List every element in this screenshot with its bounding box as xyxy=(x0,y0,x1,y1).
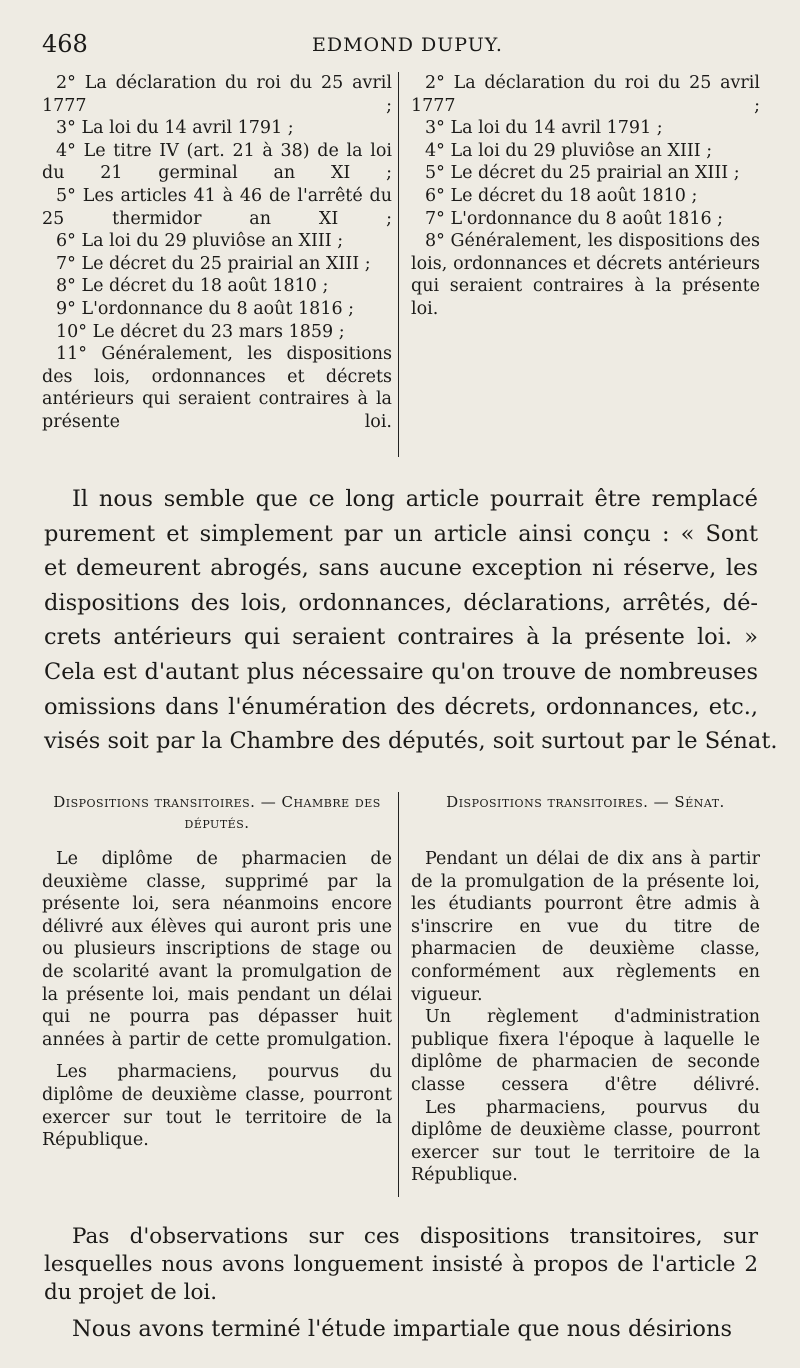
section-heading: Dispositions transitoires. — Chambre des députés. xyxy=(53,793,381,832)
page-number: 468 xyxy=(42,30,88,58)
text-line: visés soit par la Chambre des députés, soit surtout par le Sénat. xyxy=(44,728,778,755)
text-line: purement et simplement par un article ainsi conçu : « Sont xyxy=(44,520,758,547)
closing-paragraph: Nous avons terminé l'étude impartiale que nous désirions xyxy=(72,1316,732,1342)
chamber-list-column xyxy=(42,72,392,434)
list-item: 9° L'ordonnance du 8 août 1816 ; xyxy=(56,298,355,319)
list-item: 7° L'ordonnance du 8 août 1816 ; xyxy=(425,208,724,229)
text-line: et demeurent abrogés, sans aucune exception ni réserve, les xyxy=(44,555,758,582)
list-item: 3° La loi du 14 avril 1791 ; xyxy=(425,118,663,139)
text-line: dispositions des lois, ordonnances, déclarations, arrêtés, dé- xyxy=(44,589,758,616)
transitional-provisions-block xyxy=(42,792,760,1202)
senate-provisions-column xyxy=(411,792,760,1187)
page-header xyxy=(42,30,762,62)
chamber-provisions-column xyxy=(42,792,392,1152)
list-item: 4° Le titre IV (art. 21 à 38) de la loi du 21 germinal an XI ; xyxy=(42,140,392,184)
list-item: 8° Le décret du 18 août 1810 ; xyxy=(56,276,329,297)
list-item: 6° La loi du 29 pluviôse an XIII ; xyxy=(56,231,344,252)
section-heading: Dispositions transitoires. — Sénat. xyxy=(446,793,725,811)
list-item: 8° Généralement, les dispositions des lois, ordonnances et décrets antérieurs qui seraient contraires à la présente loi. xyxy=(411,231,760,319)
comparison-list-block xyxy=(42,72,760,462)
running-head: EDMOND DUPUY. xyxy=(312,34,503,56)
list-item: 2° La déclaration du roi du 25 avril 1777 ; xyxy=(42,73,392,116)
observation-paragraph: Pas d'observations sur ces dispositions transitoires, sur lesquelles nous avons longuement insisté à propos de l'article 2 du projet de loi. xyxy=(44,1224,758,1305)
list-item: 5° Les articles 41 à 46 de l'arrêté du 25 thermidor an XI ; xyxy=(42,185,392,229)
column-divider xyxy=(398,792,399,1197)
provision-paragraph: Un règlement d'administration publique fixera l'époque à laquelle le diplôme de pharmacien de seconde classe cessera d'être délivré. xyxy=(411,1007,760,1095)
commentary-paragraph xyxy=(44,482,778,759)
list-item: 7° Le décret du 25 prairial an XIII ; xyxy=(56,253,371,274)
list-item: 2° La déclaration du roi du 25 avril 1777 ; xyxy=(411,73,760,116)
text-line: omissions dans l'énumération des décrets, ordonnances, etc., xyxy=(44,693,758,720)
senate-list-column xyxy=(411,72,760,321)
provision-paragraph: Le diplôme de pharmacien de deuxième classe, supprimé par la présente loi, sera néanmoins encore délivré aux élèves qui auront pris une ou plusieurs inscriptions de stage ou de scolarité avant la promulgation de la présente loi, mais pendant un délai qui ne pourra pas dépasser huit années à partir de cette promulgation. xyxy=(42,849,392,1050)
provision-paragraph: Les pharmaciens, pourvus du diplôme de deuxième classe, pourront exercer sur tout le territoire de la République. xyxy=(411,1097,760,1186)
column-divider xyxy=(398,72,399,457)
list-item: 11° Généralement, les dispositions des lois, ordonnances et décrets antérieurs qui seraient contraires à la présente loi. xyxy=(42,344,392,432)
text-line: crets antérieurs qui seraient contraires à la présente loi. » xyxy=(44,624,758,651)
list-item: 3° La loi du 14 avril 1791 ; xyxy=(56,118,294,139)
text-line: Cela est d'autant plus nécessaire qu'on trouve de nombreuses xyxy=(44,658,758,685)
list-item: 5° Le décret du 25 prairial an XIII ; xyxy=(425,163,740,184)
list-item: 6° Le décret du 18 août 1810 ; xyxy=(425,185,698,206)
provision-paragraph: Pendant un délai de dix ans à partir de la promulgation de la présente loi, les étudiants pourront être admis à s'inscrire en vue du titre de pharmacien de deuxième classe, conformément aux règlements en vigueur. xyxy=(411,849,760,1005)
provision-paragraph: Les pharmaciens, pourvus du diplôme de deuxième classe, pourront exercer sur tout le territoire de la République. xyxy=(42,1062,392,1151)
list-item: 10° Le décret du 23 mars 1859 ; xyxy=(56,321,345,342)
list-item: 4° La loi du 29 pluviôse an XIII ; xyxy=(425,140,713,161)
text-line: Il nous semble que ce long article pourrait être remplacé xyxy=(72,486,758,512)
